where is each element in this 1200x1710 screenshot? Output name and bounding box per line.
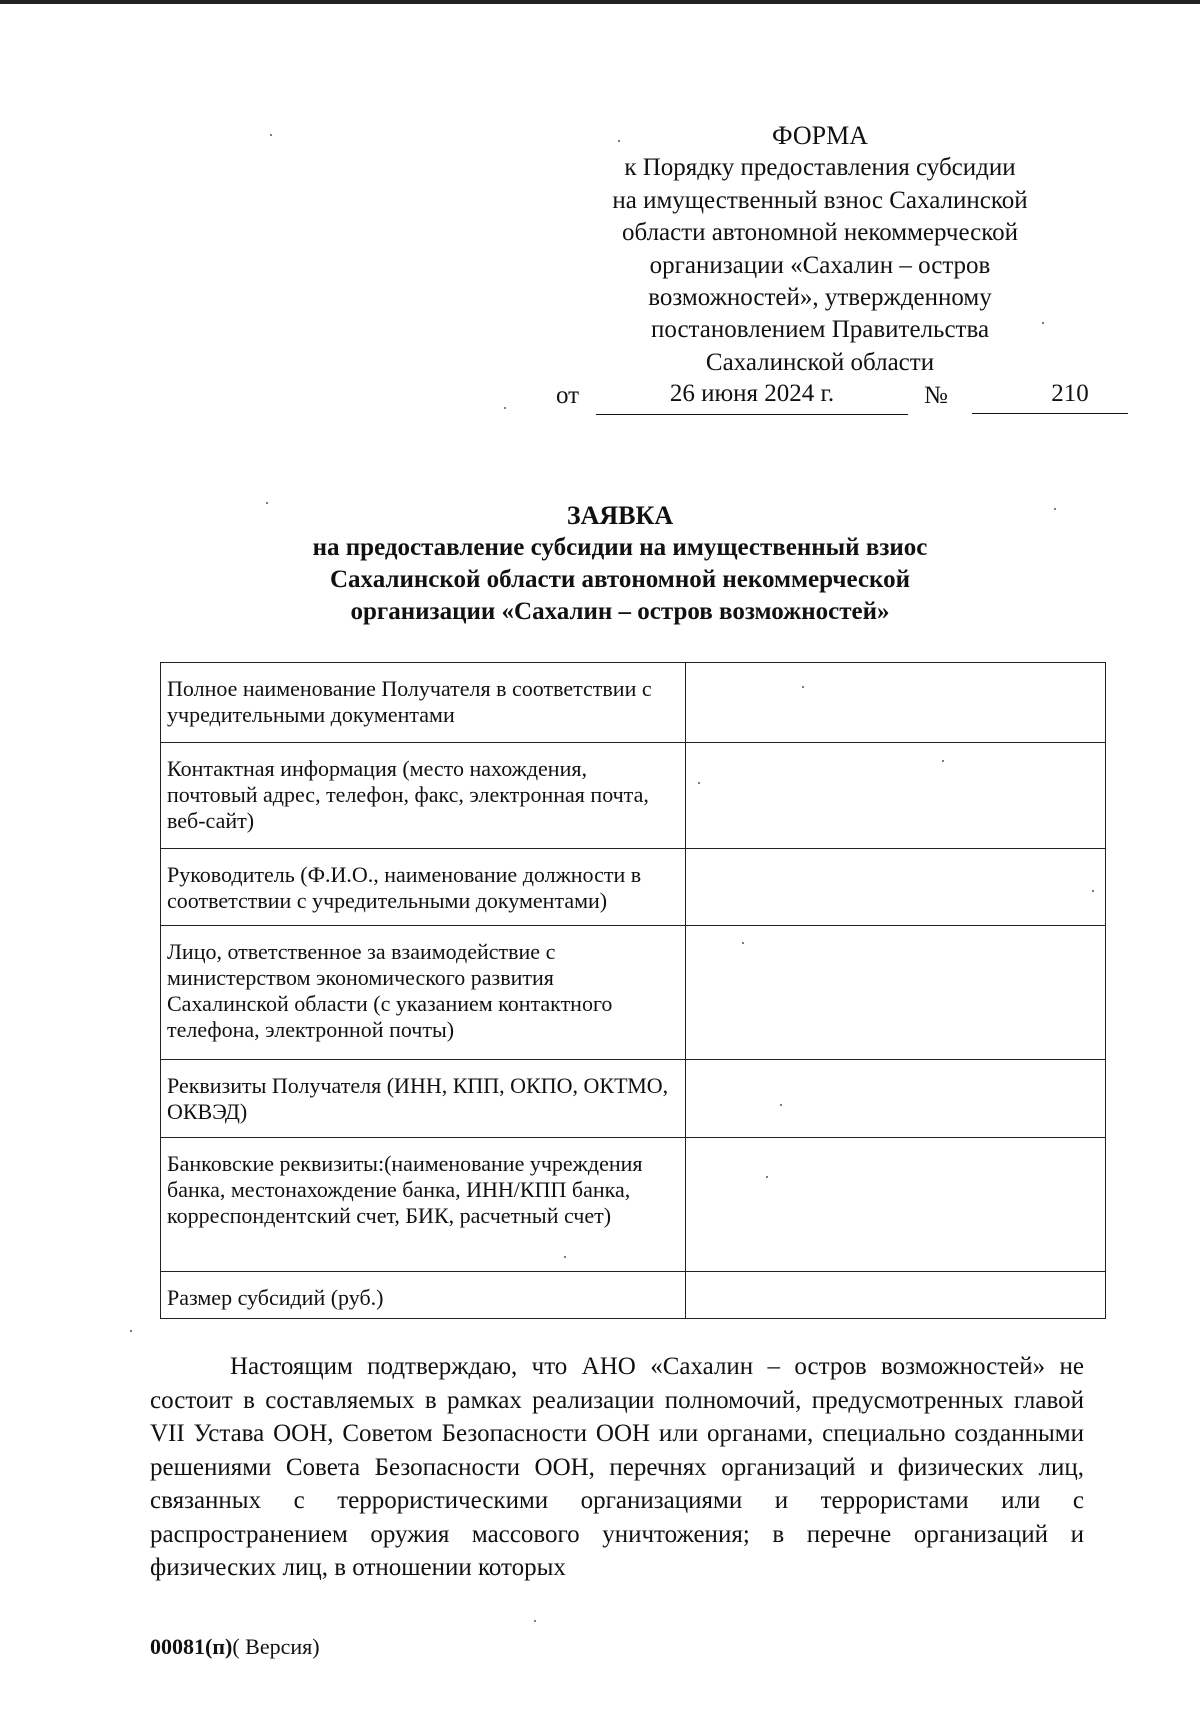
form-header-line: постановлением Правительства: [650, 316, 990, 344]
table-row: [161, 663, 1106, 743]
resolution-number: 210: [972, 380, 1128, 414]
form-header-line: Сахалинской области: [705, 348, 935, 376]
resolution-date: 26 июня 2024 г.: [596, 380, 908, 415]
row-label: Лицо, ответственное за взаимодействие с министерством экономического развития Сахалинской области (с указанием контактного телефона, электронной почты): [161, 926, 686, 1060]
applicant-info-table: [160, 662, 1106, 1319]
scan-speck: [698, 782, 700, 784]
row-label: Банковские реквизиты:(наименование учреждения банка, местонахождение банка, ИНН/КПП банка, корреспондентский счет, БИК, расчетный счет): [161, 1138, 686, 1272]
form-header-line: возможностей», утвержденному: [648, 284, 992, 312]
confirmation-paragraph: Настоящим подтверждаю, что АНО «Сахалин – остров возможностей» не состоит в составляемых в рамках реализации полномочий, предусмотренных главой VII Устава ООН, Советом Безопасности ООН или органами, специально созданными решениями Совета Безопасности ООН, перечнях организаций и физических лиц, связанных с террористическими организациями и террористами или с распространением оружия массового уничтожения; в перечне организаций и физических лиц, в отношении которых: [150, 1353, 1084, 1581]
number-label: №: [924, 382, 948, 409]
confirmation-text: [150, 1350, 1084, 1585]
form-header-line: организации «Сахалин – остров: [649, 251, 991, 279]
scan-speck: [266, 502, 268, 504]
scan-speck: [1092, 890, 1094, 892]
scan-speck: [780, 1104, 782, 1106]
row-label: Полное наименование Получателя в соответствии с учредительными документами: [161, 663, 686, 743]
form-header: [560, 120, 1080, 379]
scan-speck: [942, 760, 944, 762]
table-row: [161, 1060, 1106, 1138]
application-subtitle-line: Сахалинской области автономной некоммерческой: [330, 566, 910, 593]
scan-speck: [766, 1176, 768, 1178]
table-row: [161, 743, 1106, 849]
scan-speck: [270, 134, 272, 136]
scan-speck: [504, 407, 506, 409]
form-title: ФОРМА: [772, 121, 868, 150]
row-value-field[interactable]: [686, 926, 1106, 1060]
table-row: [161, 926, 1106, 1060]
row-label: Размер субсидий (руб.): [161, 1272, 686, 1319]
scan-speck: [130, 1330, 132, 1332]
application-title: ЗАЯВКА: [566, 501, 674, 530]
form-header-line: к Порядку предоставления субсидии: [624, 154, 1016, 182]
row-label: Руководитель (Ф.И.О., наименование должности в соответствии с учредительными документами): [161, 849, 686, 926]
form-header-line: области автономной некоммерческой: [621, 219, 1019, 247]
scan-speck: [742, 942, 744, 944]
scan-speck: [802, 686, 804, 688]
scan-top-border: [0, 0, 1200, 4]
application-title-block: [180, 500, 1060, 628]
document-code: 00081(п): [150, 1634, 233, 1659]
row-value-field[interactable]: [686, 1138, 1106, 1272]
row-value-field[interactable]: [686, 849, 1106, 926]
row-label: Реквизиты Получателя (ИНН, КПП, ОКПО, ОКТМО, ОКВЭД): [161, 1060, 686, 1138]
row-label: Контактная информация (место нахождения, почтовый адрес, телефон, факс, электронная почта, веб-сайт): [161, 743, 686, 849]
document-footer: [150, 1634, 320, 1660]
application-subtitle-line: организации «Сахалин – остров возможностей»: [350, 598, 890, 625]
scan-speck: [564, 1256, 566, 1258]
row-value-field[interactable]: [686, 663, 1106, 743]
row-value-field[interactable]: [686, 743, 1106, 849]
resolution-date-line: [552, 380, 1112, 416]
scan-speck: [1042, 322, 1044, 324]
from-label: от: [556, 382, 580, 409]
table-row: [161, 1138, 1106, 1272]
table-row: [161, 1272, 1106, 1319]
table-row: [161, 849, 1106, 926]
scan-speck: [534, 1620, 536, 1622]
row-value-field[interactable]: [686, 1060, 1106, 1138]
application-subtitle-line: на предоставление субсидии на имущественный взиос: [312, 534, 928, 561]
row-value-field[interactable]: [686, 1272, 1106, 1319]
form-header-line: на имущественный взнос Сахалинской: [612, 186, 1028, 214]
scan-speck: [1054, 508, 1056, 510]
document-version: ( Версия): [232, 1634, 320, 1659]
scan-speck: [618, 140, 620, 142]
